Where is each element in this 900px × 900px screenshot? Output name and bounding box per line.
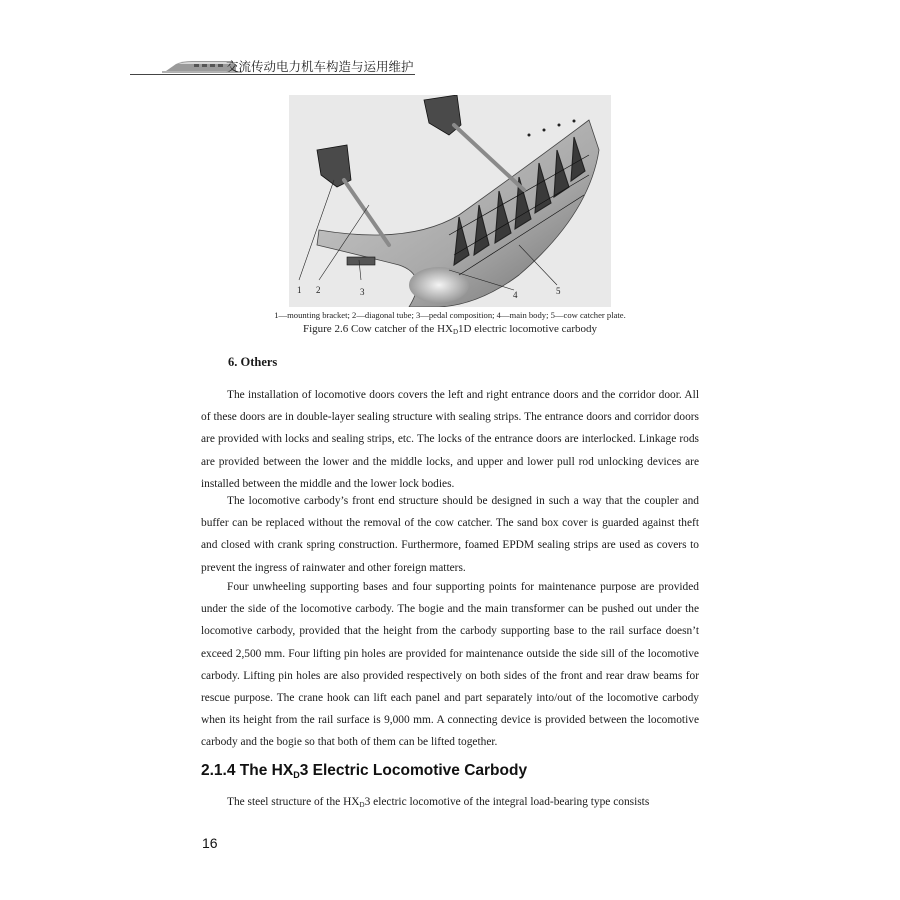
cow-catcher-figure — [289, 95, 611, 307]
callout-4: 4 — [513, 290, 518, 300]
paragraph-3: Four unwheeling supporting bases and four supporting points for maintenance purpose are provided under the side of the locomotive carbody. The bogie and the main transformer can be pushed out under the locomotive carbody, provided that the height from the carbody supporting base to the rail surface doesn’t exceed 2,500 mm. Four lifting pin holes are provided for maintenance outside the side sill of the locomotive carbody. Lifting pin holes are also provided respectively on both sides of the front and rear draw beams for rescue purpose. The crane hook can lift each panel and part separately into/out of the locomotive carbody when its height from the rail surface is 9,000 mm. A connecting device is provided between the locomotive carbody and the bogie so that both of them can be lifted together. — [201, 581, 699, 749]
caption-subscript: D — [452, 328, 459, 336]
figure-legend: 1—mounting bracket; 2—diagonal tube; 3—pedal composition; 4—main body; 5—cow catcher plate. — [274, 310, 626, 320]
section-heading: 6. Others — [228, 355, 278, 369]
paragraph-1: The installation of locomotive doors covers the left and right entrance doors and the corridor door. All of these doors are in double-layer sealing structure with sealing strips. The entrance doors and corridor doors are provided with locks and sealing strips, etc. The locks of the entrance doors are interlocked. Linkage rods are provided between the lower and the middle locks, and upper and lower pull rod unlocking devices are installed between the middle and the lower lock bodies. — [201, 389, 699, 490]
cow-catcher-drawing — [289, 95, 611, 307]
caption-text-b: 1D electric locomotive carbody — [458, 323, 598, 335]
header-rule — [130, 74, 415, 75]
subsection-text — [227, 796, 699, 809]
callout-2: 2 — [316, 285, 321, 295]
subsection-text-a: The steel structure of the HX — [227, 796, 360, 808]
caption-text-a: Figure 2.6 Cow catcher of the HX — [302, 323, 453, 335]
callout-5: 5 — [556, 286, 561, 296]
figure-caption — [0, 323, 900, 336]
callout-3: 3 — [360, 287, 365, 297]
running-header — [130, 58, 415, 74]
subsection-title — [201, 762, 527, 780]
subsection-title-b: 3 Electric Locomotive Carbody — [299, 762, 528, 779]
page-number: 16 — [202, 835, 218, 851]
subsection-text-b: 3 electric locomotive of the integral load-bearing type consists — [364, 796, 650, 808]
header-title: 交流传动电力机车构造与运用维护 — [226, 59, 414, 74]
subsection-subscript: D — [293, 770, 300, 780]
subsection-title-a: 2.1.4 The HX — [201, 762, 294, 779]
paragraph-2: The locomotive carbody’s front end structure should be designed in such a way that the coupler and buffer can be replaced without the removal of the cow catcher. The sand box cover is guarded against theft and closed with crank spring construction. Furthermore, foamed EPDM sealing strips are used as covers to prevent the ingress of rainwater and other foreign matters. — [201, 495, 699, 574]
callout-1: 1 — [297, 285, 302, 295]
subsection-text-subscript: D — [359, 801, 365, 809]
